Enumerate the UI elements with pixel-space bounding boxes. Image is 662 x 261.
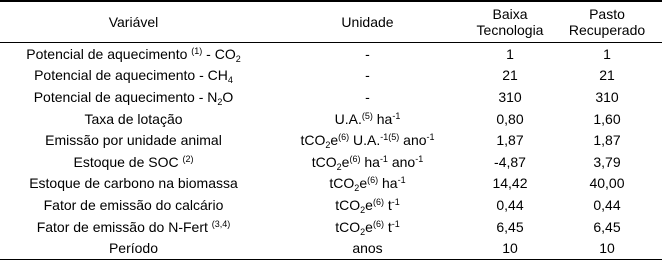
table-body: [0, 43, 662, 260]
cell-recovered: 1: [603, 45, 611, 62]
cell-recovered: 310: [595, 88, 619, 105]
cell-low-tech: 310: [498, 88, 522, 105]
cell-recovered: 21: [599, 67, 615, 84]
cell-variable: [0, 194, 267, 216]
text-segment: e: [365, 196, 373, 213]
text-segment: t: [383, 196, 392, 213]
cell-low-tech: -4,87: [494, 153, 526, 170]
cell-recovered: 1,60: [593, 110, 621, 127]
cell-low-tech: 1: [506, 45, 514, 62]
text-segment: e: [365, 218, 373, 235]
cell-low-tech: 0,44: [496, 196, 524, 213]
cell-unit: [267, 129, 468, 151]
cell-low-tech: 14,42: [492, 175, 528, 192]
cell-recovered: 10: [552, 237, 662, 259]
table-row: [0, 173, 662, 195]
header-recovered-line-1: Pasto: [589, 6, 625, 22]
header-unit: Unidade: [267, 1, 468, 43]
cell-low-tech: 0,80: [496, 110, 524, 127]
table-row: [0, 216, 662, 238]
text-segment: anos: [352, 240, 383, 257]
cell-unit: [267, 65, 468, 87]
subscript: 2: [217, 96, 223, 107]
text-segment: Potencial de aquecimento: [26, 45, 192, 62]
cell-low-tech: 1,87: [496, 132, 524, 149]
subscript: 2: [235, 53, 241, 64]
text-segment: t: [383, 218, 392, 235]
header-recovered-line-2: Recuperado: [568, 22, 646, 38]
superscript: (6): [372, 196, 384, 207]
cell-variable: [0, 108, 267, 130]
superscript: -1: [426, 132, 435, 143]
text-segment: - CO: [202, 45, 236, 62]
table-row: [0, 65, 662, 87]
table-row: [0, 237, 662, 259]
text-segment: tCO: [335, 218, 361, 235]
subscript: 2: [354, 183, 360, 194]
cell-variable: [0, 216, 267, 238]
superscript: -1: [391, 196, 400, 207]
cell-recovered: 40,00: [589, 175, 625, 192]
cell-variable: [0, 237, 267, 259]
superscript: -1: [379, 153, 388, 164]
header-low-tech-line-1: Baixa: [492, 6, 528, 22]
cell-recovered: 3,79: [593, 153, 621, 170]
superscript: (6): [349, 153, 361, 164]
cell-recovered: 0,44: [593, 196, 621, 213]
superscript: -1: [397, 175, 406, 186]
subscript: 4: [227, 75, 233, 86]
table-row: [0, 108, 662, 130]
text-segment: Taxa de lotação: [84, 110, 183, 127]
text-segment: ha: [378, 175, 398, 192]
text-segment: e: [359, 175, 368, 192]
superscript: (2): [182, 153, 194, 164]
cell-unit: [267, 151, 468, 173]
text-segment: ano: [387, 153, 416, 170]
text-segment: O: [222, 88, 234, 105]
text-segment: Estoque de SOC: [73, 153, 183, 170]
cell-unit: [267, 86, 468, 108]
cell-variable: [0, 86, 267, 108]
table-header-row: [0, 1, 662, 43]
cell-low-tech: 10: [468, 237, 552, 259]
subscript: 2: [325, 140, 331, 151]
cell-unit: [267, 43, 468, 65]
text-segment: Potencial de aquecimento - CH: [34, 67, 228, 84]
cell-variable: [0, 65, 267, 87]
superscript: -1: [391, 218, 400, 229]
superscript: -1: [392, 110, 401, 121]
header-recovered: [552, 1, 662, 43]
cell-variable: [0, 43, 267, 65]
cell-low-tech: 21: [502, 67, 518, 84]
table-row: [0, 151, 662, 173]
text-segment: tCO: [329, 175, 355, 192]
superscript: -1(5): [380, 132, 400, 143]
text-segment: e: [341, 153, 350, 170]
text-segment: -: [365, 67, 370, 84]
subscript: 2: [336, 161, 342, 172]
table-row: [0, 129, 662, 151]
text-segment: U.A.: [349, 132, 381, 149]
text-segment: Estoque de carbono na biomassa: [29, 175, 238, 192]
superscript: (6): [338, 132, 350, 143]
text-segment: tCO: [335, 196, 361, 213]
text-segment: U.A.: [334, 110, 362, 127]
table-row: [0, 86, 662, 108]
text-segment: ha: [360, 153, 380, 170]
text-segment: Fator de emissão do calcário: [43, 196, 224, 213]
cell-unit: [267, 173, 468, 195]
text-segment: Fator de emissão do N-Fert: [36, 218, 212, 235]
cell-low-tech: 6,45: [496, 218, 524, 235]
superscript: -1: [415, 153, 424, 164]
text-segment: Período: [108, 240, 159, 257]
subscript: 2: [360, 226, 366, 237]
cell-unit: [267, 237, 468, 259]
subscript: 2: [360, 204, 366, 215]
cell-unit: [267, 108, 468, 130]
cell-unit: [267, 216, 468, 238]
superscript: (6): [367, 175, 379, 186]
superscript: (3,4): [211, 218, 231, 229]
text-segment: tCO: [311, 153, 337, 170]
cell-variable: [0, 173, 267, 195]
superscript: (5): [361, 110, 373, 121]
text-segment: tCO: [300, 132, 326, 149]
text-segment: Emissão por unidade animal: [45, 132, 222, 149]
cell-variable: [0, 129, 267, 151]
superscript: (1): [191, 45, 203, 56]
header-variable: Variável: [0, 1, 267, 43]
text-segment: -: [365, 88, 370, 105]
text-segment: e: [330, 132, 339, 149]
cell-recovered: 6,45: [593, 218, 621, 235]
cell-unit: [267, 194, 468, 216]
text-segment: Potencial de aquecimento - N: [33, 88, 218, 105]
table-row: [0, 43, 662, 65]
text-segment: ano: [399, 132, 427, 149]
text-segment: ha: [372, 110, 393, 127]
header-low-tech: [468, 1, 552, 43]
header-low-tech-line-2: Tecnologia: [476, 22, 544, 38]
table-row: [0, 194, 662, 216]
superscript: (6): [372, 218, 384, 229]
cell-recovered: 1,87: [593, 132, 621, 149]
text-segment: -: [365, 45, 370, 62]
cell-variable: [0, 151, 267, 173]
